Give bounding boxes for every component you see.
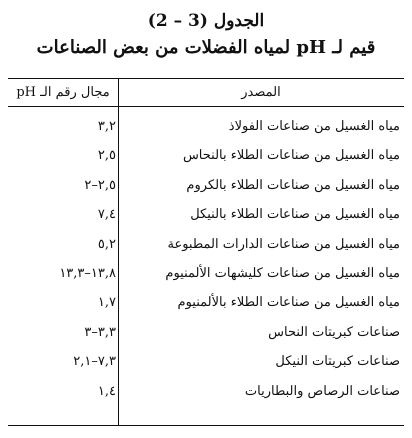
ph-cell: ٢,٥ [97, 148, 116, 164]
source-cell: صناعات كبريتات النيكل [275, 354, 400, 370]
ph-cell: ٣,٢ [97, 119, 116, 134]
table-row [8, 200, 404, 229]
source-cell: مياه الغسيل من صناعات الطلاء بالنحاس [182, 148, 400, 164]
source-cell: مياه الغسيل من صناعات الدارات المطبوعة [167, 236, 400, 252]
ph-cell: ٣,٣–٣ [84, 324, 116, 340]
source-cell: مياه الغسيل من صناعات الطلاء بالألمنيوم [177, 295, 400, 311]
ph-cell: ٢,٥–٢ [84, 177, 116, 193]
table-row [8, 318, 404, 347]
column-header-source: المصدر [241, 85, 281, 100]
ph-cell: ٧,٣–٢,١ [73, 354, 116, 370]
source-cell: صناعات كبريتات النحاس [268, 324, 400, 340]
table-row [8, 230, 404, 259]
table-row [8, 347, 404, 376]
table-row [8, 141, 404, 170]
table-row [8, 259, 404, 288]
source-cell: مياه الغسيل من صناعات الطلاء بالكروم [186, 177, 400, 193]
table-number: الجدول (3 – 2) [147, 11, 265, 31]
table-body [8, 112, 404, 406]
ph-cell: ٧,٤ [97, 207, 116, 223]
source-cell: مياه الغسيل من صناعات الطلاء بالنيكل [190, 207, 400, 223]
column-header-ph-range: مجال رقم الـ pH [16, 85, 110, 100]
ph-cell: ١,٧ [97, 295, 116, 311]
table-row [8, 288, 404, 317]
table-caption [0, 10, 412, 61]
ph-cell: ٥,٢ [97, 236, 116, 252]
source-cell: مياه الغسيل من صناعات كليشهات الألمنيوم [165, 265, 400, 281]
source-cell: مياه الغسيل من صناعات الفولاذ [228, 119, 400, 134]
table-title: قيم لـ pH لمياه الفضلات من بعض الصناعات [36, 37, 376, 58]
ph-cell: ١٣,٨–١٣,٣ [59, 265, 116, 281]
source-cell: صناعات الرصاص والبطاريات [244, 383, 400, 399]
table-row [8, 112, 404, 141]
table-header-rule [8, 106, 404, 107]
table-bottom-rule [8, 425, 404, 426]
table-row [8, 377, 404, 406]
table-row [8, 171, 404, 200]
ph-cell: ١,٤ [97, 383, 116, 399]
